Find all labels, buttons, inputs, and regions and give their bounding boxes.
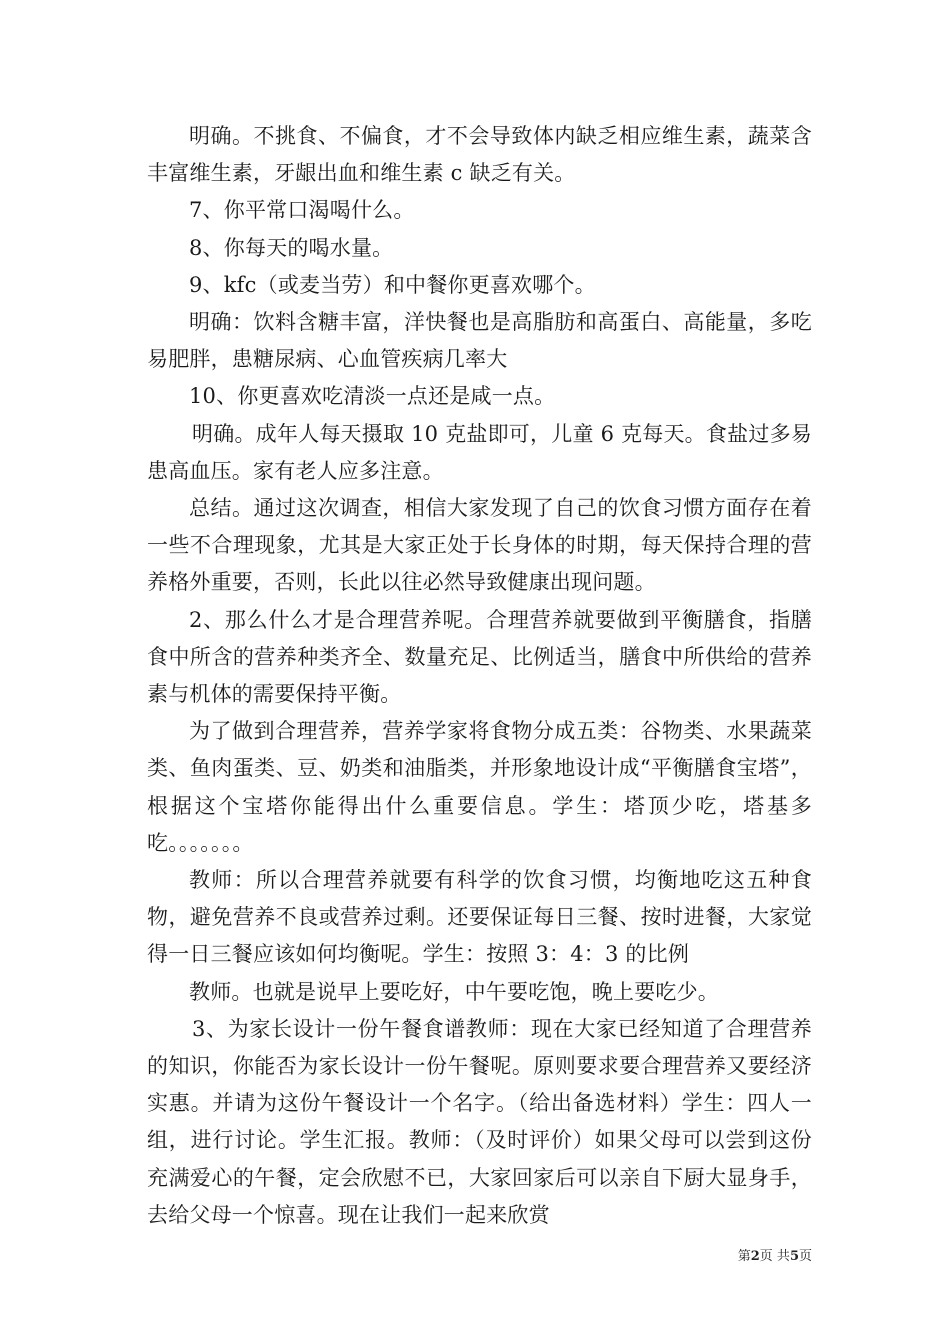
paragraph-1: 明确。不挑食、不偏食，才不会导致体内缺乏相应维生素，蔬菜含丰富维生素，牙龈出血和维生素 c 缺乏有关。 — [147, 124, 812, 186]
paragraph-8: 总结。通过这次调查，相信大家发现了自己的饮食习惯方面存在着一些不合理现象，尤其是大家正处于长身体的时期，每天保持合理的营养格外重要，否则，长此以往必然导致健康出现问题。 — [147, 496, 812, 595]
paragraph-3: 8、你每天的喝水量。 — [189, 235, 394, 260]
footer-middle: 页 共 — [759, 1249, 790, 1264]
paragraph-4: 9、kfc（或麦当劳）和中餐你更喜欢哪个。 — [189, 272, 596, 297]
paragraph-12: 教师。也就是说早上要吃好，中午要吃饱，晚上要吃少。 — [189, 979, 719, 1004]
paragraph-13: 3、为家长设计一份午餐食谱教师：现在大家已经知道了合理营养的知识，你能否为家长设计一份午餐呢。原则要求要合理营养又要经济实惠。并请为这份午餐设计一个名字。（给出备选材料）学生：四人一组，进行讨论。学生汇报。教师：（及时评价）如果父母可以尝到这份充满爱心的午餐，定会欣慰不已，大家回家后可以亲自下厨大显身手，去给父母一个惊喜。现在让我们一起来欣赏 — [147, 1016, 812, 1227]
paragraph-11: 教师：所以合理营养就要有科学的饮食习惯，均衡地吃这五种食物，避免营养不良或营养过剩。还要保证每日三餐、按时进餐，大家觉得一日三餐应该如何均衡呢。学生：按照 3：4：3 的比例 — [147, 868, 812, 967]
footer-total-pages: 5 — [789, 1249, 799, 1264]
footer-prefix: 第 — [737, 1249, 751, 1264]
paragraph-7: 明确。成年人每天摄取 10 克盐即可，儿童 6 克每天。食盐过多易患高血压。家有老人应多注意。 — [147, 421, 812, 483]
paragraph-6: 10、你更喜欢吃清淡一点还是咸一点。 — [189, 384, 556, 409]
paragraph-10: 为了做到合理营养，营养学家将食物分成五类：谷物类、水果蔬菜类、鱼肉蛋类、豆、奶类和油脂类，并形象地设计成“平衡膳食宝塔”，根据这个宝塔你能得出什么重要信息。学生：塔顶少吃，塔基多吃。。。。。。。 — [147, 719, 812, 855]
footer-suffix: 页 — [798, 1249, 812, 1264]
paragraph-5: 明确：饮料含糖丰富，洋快餐也是高脂肪和高蛋白、高能量，多吃易肥胖，患糖尿病、心血管疾病几率大 — [147, 310, 812, 372]
page-footer — [700, 1245, 812, 1264]
footer-current-page: 2 — [750, 1249, 760, 1264]
document-body — [147, 118, 812, 1234]
paragraph-9: 2、那么什么才是合理营养呢。合理营养就要做到平衡膳食，指膳食中所含的营养种类齐全、数量充足、比例适当，膳食中所供给的营养素与机体的需要保持平衡。 — [147, 607, 812, 707]
paragraph-2: 7、你平常口渴喝什么。 — [189, 198, 415, 223]
